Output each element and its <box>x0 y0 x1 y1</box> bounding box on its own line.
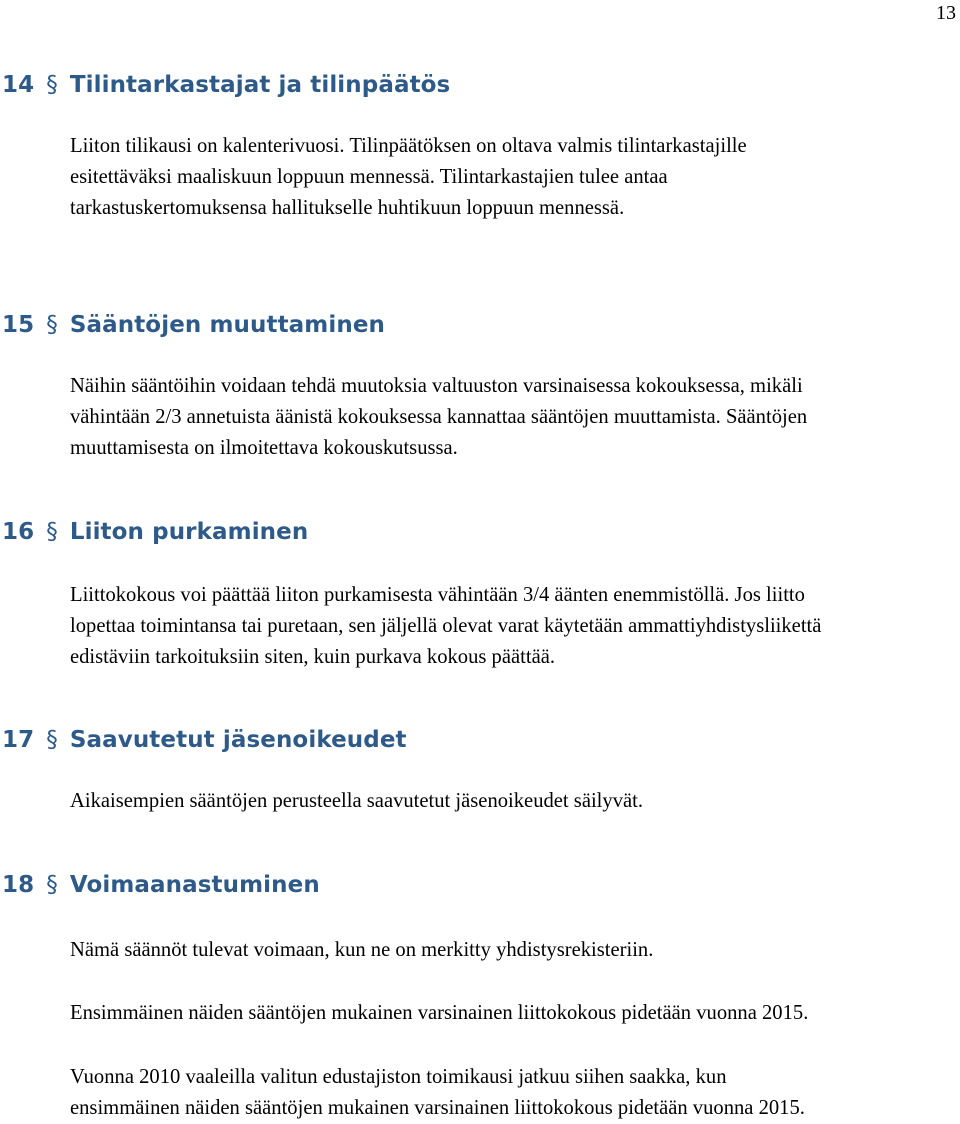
section-title: Tilintarkastajat ja tilinpäätös <box>69 72 451 98</box>
paragraph-line: tarkastuskertomuksensa hallitukselle huhtikuun loppuun mennessä. <box>70 197 625 219</box>
paragraph-line: ensimmäinen näiden sääntöjen mukainen varsinainen liittokokous pidetään vuonna 2015. <box>70 1097 805 1119</box>
page-number: 13 <box>936 2 956 24</box>
section-title: Saavutetut jäsenoikeudet <box>69 727 407 753</box>
paragraph-line: Vuonna 2010 vaaleilla valitun edustajiston toimikausi jatkuu siihen saakka, kun <box>70 1066 727 1088</box>
section-title: Liiton purkaminen <box>69 519 309 545</box>
section-15-heading <box>2 310 385 340</box>
section-14-heading <box>2 70 450 100</box>
section-14-paragraph <box>70 131 950 224</box>
paragraph-line: muuttamisesta on ilmoitettava kokouskutsussa. <box>70 437 458 459</box>
paragraph-line: Aikaisempien sääntöjen perusteella saavutetut jäsenoikeudet säilyvät. <box>70 790 644 812</box>
paragraph-line: esitettäväksi maaliskuun loppuun mennessä. Tilintarkastajien tulee antaa <box>70 166 668 188</box>
section-title: Sääntöjen muuttaminen <box>69 312 385 338</box>
section-17-paragraph <box>70 786 950 817</box>
paragraph-line: Näihin sääntöihin voidaan tehdä muutoksia valtuuston varsinaisessa kokouksessa, mikäli <box>70 375 803 397</box>
section-symbol: § <box>46 312 58 338</box>
section-18-heading <box>2 870 320 900</box>
paragraph-line: edistäviin tarkoituksiin siten, kuin purkava kokous päättää. <box>70 646 555 668</box>
paragraph-line: Ensimmäinen näiden sääntöjen mukainen varsinainen liittokokous pidetään vuonna 2015. <box>70 1002 809 1024</box>
paragraph-line: lopettaa toimintansa tai puretaan, sen jäljellä olevat varat käytetään ammattiyhdistysliikettä <box>70 615 822 637</box>
paragraph-line: Nämä säännöt tulevat voimaan, kun ne on merkitty yhdistysrekisteriin. <box>70 939 654 961</box>
section-number: 17 <box>2 727 35 753</box>
section-symbol: § <box>46 72 58 98</box>
section-18-paragraph-3 <box>70 1062 950 1124</box>
section-16-paragraph <box>70 580 950 673</box>
paragraph-line: Liittokokous voi päättää liiton purkamisesta vähintään 3/4 äänten enemmistöllä. Jos liitto <box>70 584 805 606</box>
paragraph-line: Liiton tilikausi on kalenterivuosi. Tilinpäätöksen on oltava valmis tilintarkastajille <box>70 135 747 157</box>
section-symbol: § <box>46 872 58 898</box>
paragraph-line: vähintään 2/3 annetuista äänistä kokouksessa kannattaa sääntöjen muuttamista. Sääntöjen <box>70 406 808 428</box>
section-symbol: § <box>46 727 58 753</box>
section-number: 14 <box>2 72 35 98</box>
section-title: Voimaanastuminen <box>69 872 320 898</box>
section-number: 15 <box>2 312 35 338</box>
section-15-paragraph <box>70 371 950 464</box>
section-symbol: § <box>46 519 58 545</box>
section-number: 16 <box>2 519 35 545</box>
section-18-paragraph-1 <box>70 935 950 966</box>
section-number: 18 <box>2 872 35 898</box>
section-18-paragraph-2 <box>70 998 950 1029</box>
section-16-heading <box>2 517 308 547</box>
section-17-heading <box>2 725 407 755</box>
